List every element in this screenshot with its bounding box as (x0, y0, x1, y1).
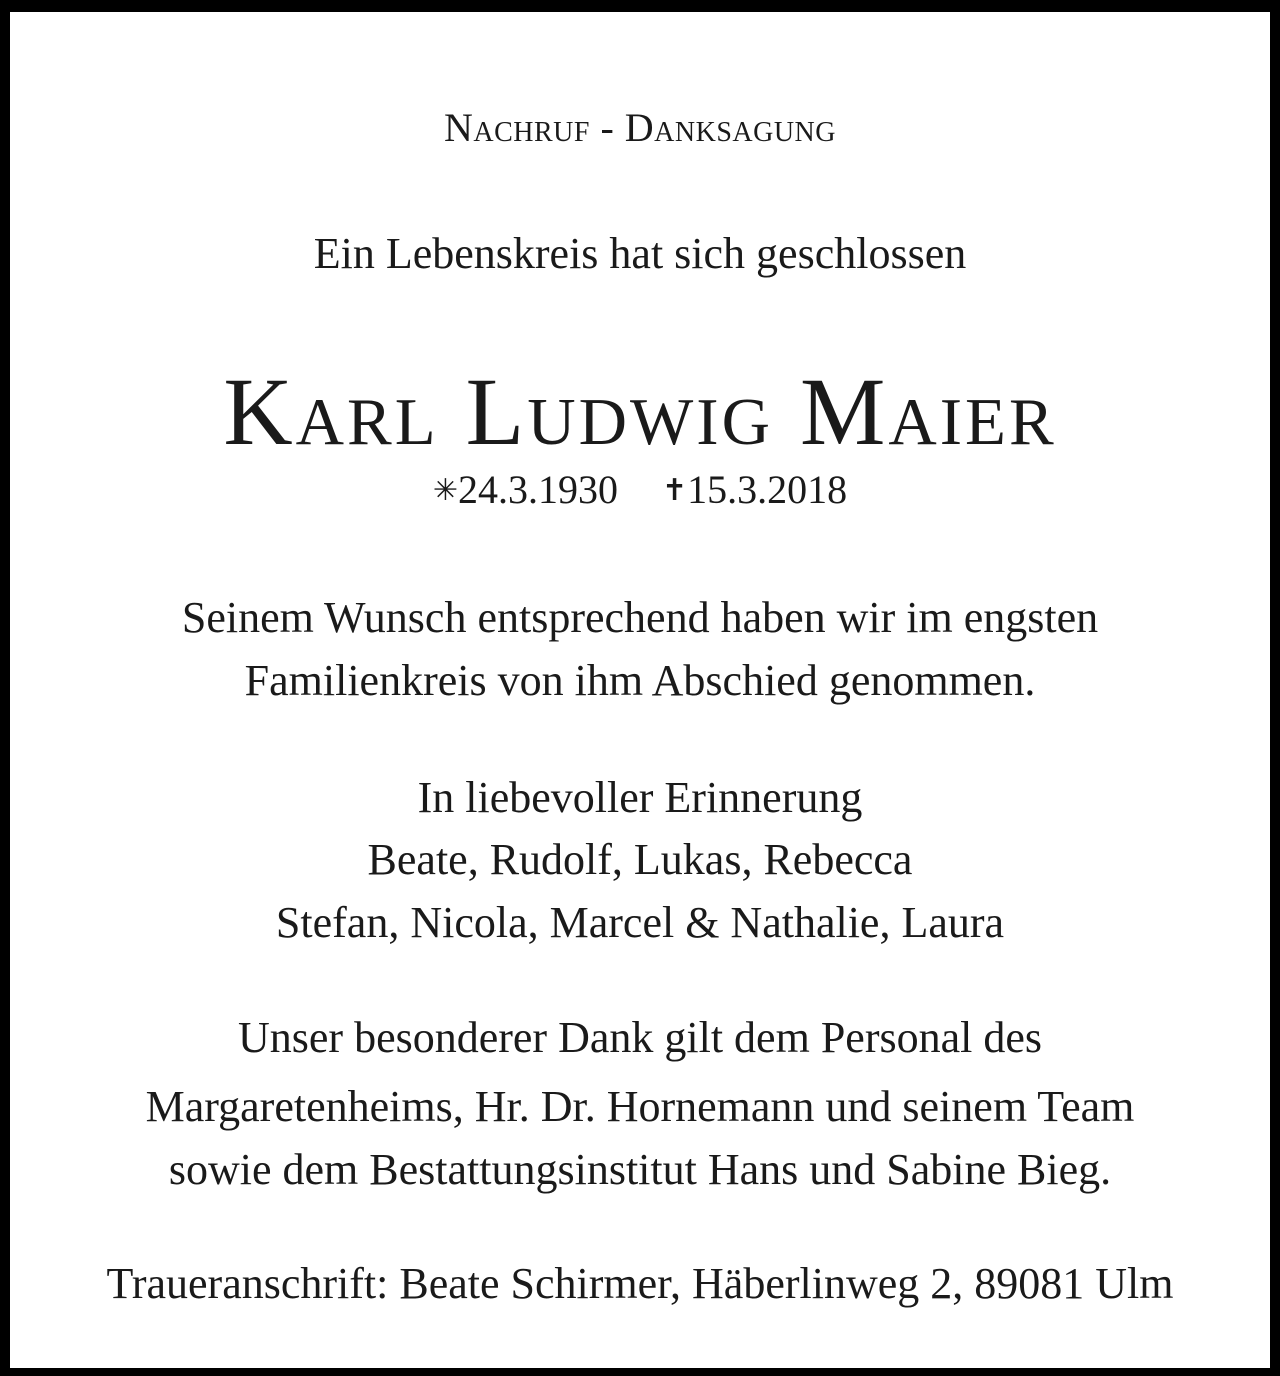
death-date: 15.3.2018 (687, 467, 848, 512)
motto-line: Ein Lebenskreis hat sich geschlossen (313, 229, 967, 278)
remembrance-line: In liebevoller Erinnerung (417, 773, 863, 822)
thanks-line-2: Margaretenheims, Hr. Dr. Hornemann und seinem Team (145, 1082, 1135, 1131)
death-cross-icon: ✝ (662, 473, 688, 508)
mourning-address: Traueranschrift: Beate Schirmer, Häberlinweg 2, 89081 Ulm (106, 1259, 1174, 1308)
birth-date: 24.3.1930 (458, 467, 618, 512)
birth-star-icon: ✳ (432, 473, 458, 508)
notice-heading: Nachruf - Danksagung (443, 105, 837, 150)
life-dates (10, 467, 1270, 512)
farewell-line-2: Familienkreis von ihm Abschied genommen. (244, 656, 1036, 705)
farewell-line-1: Seinem Wunsch entsprechend haben wir im engsten (181, 593, 1099, 642)
deceased-name: Karl Ludwig Maier (223, 358, 1057, 465)
mourners-line-2: Stefan, Nicola, Marcel & Nathalie, Laura (275, 898, 1005, 947)
thanks-line-3: sowie dem Bestattungsinstitut Hans und Sabine Bieg. (168, 1145, 1112, 1194)
thanks-line-1: Unser besonderer Dank gilt dem Personal des (237, 1013, 1042, 1062)
mourners-line-1: Beate, Rudolf, Lukas, Rebecca (367, 835, 913, 884)
